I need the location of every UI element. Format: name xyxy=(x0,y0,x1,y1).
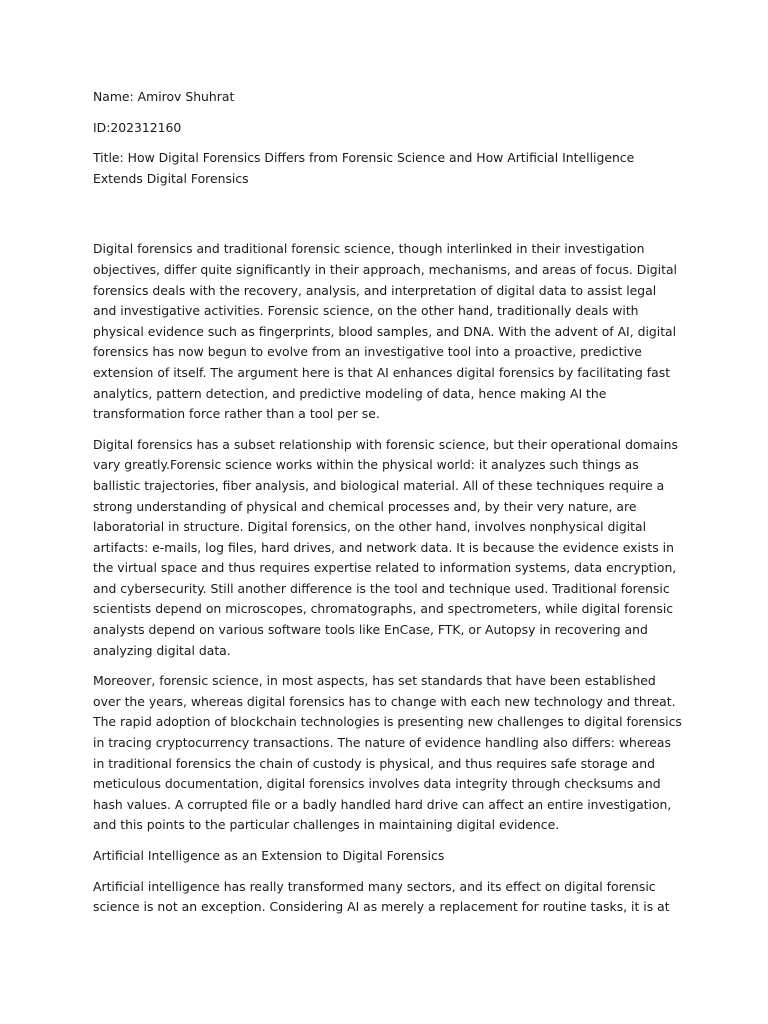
student-id: ID:202312160 xyxy=(93,119,182,135)
paragraph-domains: Digital forensics has a subset relationship with forensic science, but their operational domains vary greatly.Forensic science works within the physical world: it analyzes such things as ballistic trajectories, fiber analysis, and biological material. All of these techniques require a strong understanding of physical and chemical processes and, by their very nature, are laboratorial in structure. Digital forensics, on the other hand, involves nonphysical digital artifacts: e-mails, log files, hard drives, and network data. It is because the evidence exists in the virtual space and thus requires expertise related to information systems, data encryption, and cybersecurity. Still another difference is the tool and technique used. Traditional forensic scientists depend on microscopes, chromatographs, and spectrometers, while digital forensic analysts depend on various software tools like EnCase, FTK, or Autopsy in recovering and analyzing digital data. xyxy=(93,436,678,658)
author-name: Name: Amirov Shuhrat xyxy=(93,89,235,104)
spacer xyxy=(93,199,683,239)
paragraph-intro: Digital forensics and traditional forensic science, though interlinked in their investigation objectives, differ quite significantly in their approach, mechanisms, and areas of focus. Digital forensics deals with the recovery, analysis, and interpretation of digital data to assist legal and investigative activities. Forensic science, on the other hand, traditionally deals with physical evidence such as fingerprints, blood samples, and DNA. With the advent of AI, digital forensics has now begun to evolve from an investigative tool into a proactive, predictive extension of itself. The argument here is that AI enhances digital forensics by facilitating fast analytics, pattern detection, and predictive modeling of data, hence making AI the transformation force rather than a tool per se. xyxy=(93,241,677,422)
paragraph-standards: Moreover, forensic science, in most aspects, has set standards that have been established over the years, whereas digital forensics has to change with each new technology and threat. The rapid adoption of blockchain technologies is presenting new challenges to digital forensics in tracing cryptocurrency transactions. The nature of evidence handling also differs: whereas in traditional forensics the chain of custody is physical, and thus requires safe storage and meticulous documentation, digital forensics involves data integrity through checksums and hash values. A corrupted file or a badly handled hard drive can affect an entire investigation, and this points to the particular challenges in maintaining digital evidence. xyxy=(93,673,682,833)
document-body xyxy=(93,87,683,928)
paragraph-ai: Artificial intelligence has really transformed many sectors, and its effect on digital forensic science is not an exception. Considering AI as merely a replacement for routine tasks, it is at xyxy=(93,878,670,915)
section-heading: Artificial Intelligence as an Extension to Digital Forensics xyxy=(93,848,445,863)
document-title: Title: How Digital Forensics Differs from Forensic Science and How Artificial Intelligence Extends Digital Forensics xyxy=(93,150,635,186)
